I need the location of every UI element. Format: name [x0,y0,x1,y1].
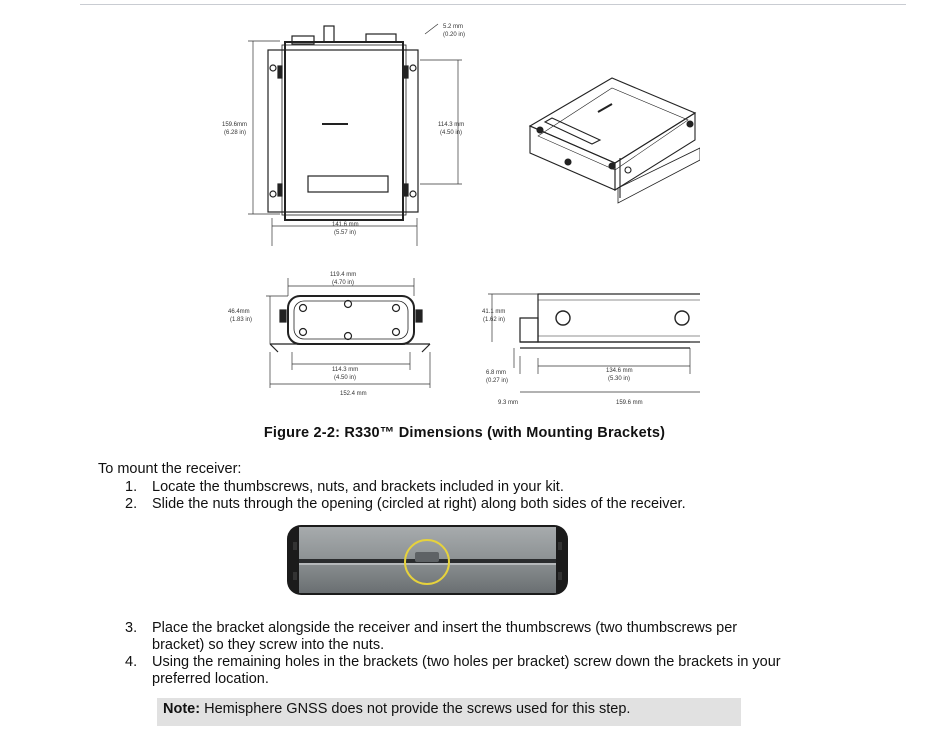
intro-text: To mount the receiver: [98,461,242,477]
dim-side-len-in: (5.30 in) [608,376,631,382]
dim-side-offset: 6.8 mm [486,370,507,376]
dim-height-inner-in: (4.50 in) [440,130,463,136]
top-view-drawing [268,26,418,220]
note-box [157,698,741,726]
dim-width-bottom: 141.6 mm [332,222,359,228]
step-text: Slide the nuts through the opening (circled at right) along both sides of the receiver. [152,496,686,512]
note-text: Hemisphere GNSS does not provide the screws used for this step. [200,701,631,717]
step-text: Locate the thumbscrews, nuts, and brackets included in your kit. [152,479,564,495]
step-text: Place the bracket alongside the receiver and insert the thumbscrews (two thumbscrews per bracket) so they screw into the nuts. [152,620,738,653]
step-number: 1. [125,479,138,495]
dim-width-bottom-in: (5.57 in) [334,230,357,236]
dim-height-total: 159.6mm [222,122,248,128]
top-divider [80,4,906,5]
dim-front-inner-in: (4.50 in) [334,375,357,381]
step-item [125,496,785,513]
dim-height-inner: 114.3 mm [438,122,465,128]
dimension-drawings [220,8,700,413]
receiver-photo [285,522,570,598]
steps-list-second [125,620,785,688]
dim-front-outer: 152.4 mm [340,391,367,397]
note-label: Note: [163,701,201,717]
dim-front-height-in: (1.83 in) [230,317,253,323]
dim-height-total-in: (6.28 in) [224,130,247,136]
dim-front-width-in: (4.70 in) [332,280,355,286]
dim-side-height-in: (1.62 in) [483,317,506,323]
step-number: 3. [125,620,138,636]
dim-side-len: 134.6 mm [606,368,633,374]
step-item [125,654,785,688]
dim-top-offset: 5.2 mm [443,24,464,30]
step-text: Using the remaining holes in the brackets (two holes per bracket) screw down the brackets in your preferred location. [152,654,781,687]
step-number: 4. [125,654,138,670]
side-view-drawing [520,294,700,348]
dim-front-height: 46.4mm [228,309,250,315]
dim-side-offset-in: (0.27 in) [486,378,509,384]
figure-caption: Figure 2-2: R330™ Dimensions (with Mounting Brackets) [263,425,666,441]
dim-side-total: 159.6 mm [616,400,643,406]
dim-top-offset-in: (0.20 in) [443,32,466,38]
dimension-figure [220,8,700,413]
dim-side-small: 9.3 mm [498,400,519,406]
dim-front-width: 119.4 mm [330,272,357,278]
front-view-drawing [270,296,430,352]
step-item [125,620,785,654]
dim-front-inner: 114.3 mm [332,367,359,373]
dim-side-height: 41.1 mm [482,309,506,315]
steps-list-first [125,479,785,513]
step-item [125,479,785,496]
isometric-view-drawing [530,78,700,203]
step-number: 2. [125,496,138,512]
